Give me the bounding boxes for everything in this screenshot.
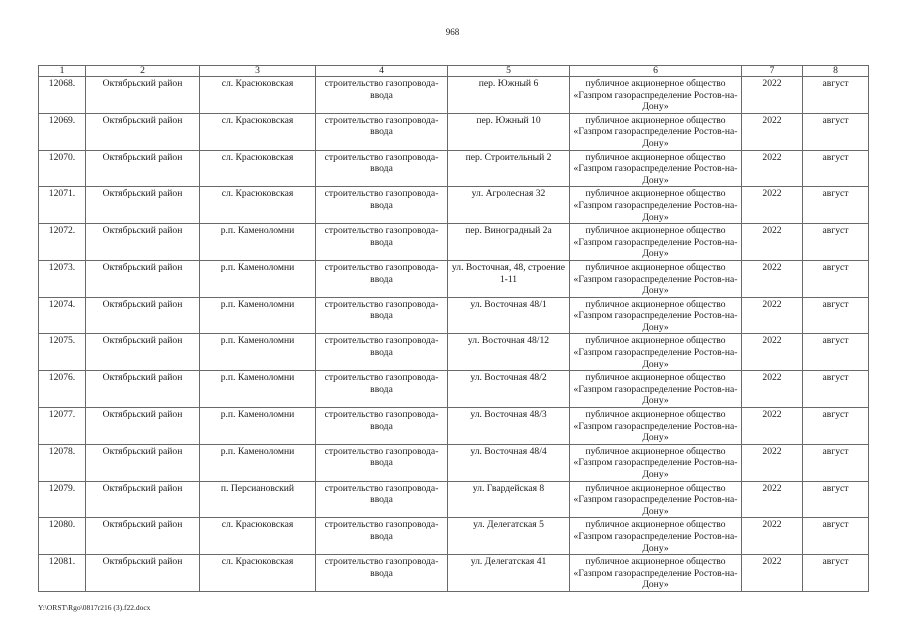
table-row xyxy=(39,224,869,261)
district-cell: Октябрьский район xyxy=(86,224,200,261)
year-cell: 2022 xyxy=(742,408,803,445)
district-cell: Октябрьский район xyxy=(86,334,200,371)
header-cell: 3 xyxy=(200,66,316,77)
locality-cell: р.п. Каменоломни xyxy=(200,224,316,261)
footer-file-path: Y:\ORST\Rgo\0817r216 (3).f22.docx xyxy=(38,603,151,612)
work-type-cell: строительство газопровода-ввода xyxy=(316,150,448,187)
owner-cell: публичное акционерное общество «Газпром газораспределение Ростов-на-Дону» xyxy=(570,224,742,261)
year-cell: 2022 xyxy=(742,150,803,187)
address-cell: ул. Делегатская 41 xyxy=(448,555,570,592)
registry-table xyxy=(38,65,869,592)
month-cell: август xyxy=(803,518,869,555)
address-cell: ул. Восточная 48/12 xyxy=(448,334,570,371)
address-cell: ул. Восточная 48/4 xyxy=(448,444,570,481)
owner-cell: публичное акционерное общество «Газпром газораспределение Ростов-на-Дону» xyxy=(570,113,742,150)
table-row xyxy=(39,408,869,445)
district-cell: Октябрьский район xyxy=(86,113,200,150)
table-row xyxy=(39,555,869,592)
address-cell: ул. Делегатская 5 xyxy=(448,518,570,555)
header-cell: 1 xyxy=(39,66,86,77)
owner-cell: публичное акционерное общество «Газпром газораспределение Ростов-на-Дону» xyxy=(570,481,742,518)
row-number-cell: 12071. xyxy=(39,187,86,224)
row-number-cell: 12072. xyxy=(39,224,86,261)
row-number-cell: 12069. xyxy=(39,113,86,150)
locality-cell: п. Персиановский xyxy=(200,481,316,518)
month-cell: август xyxy=(803,187,869,224)
locality-cell: сл. Красюковская xyxy=(200,518,316,555)
table-row xyxy=(39,150,869,187)
owner-cell: публичное акционерное общество «Газпром газораспределение Ростов-на-Дону» xyxy=(570,187,742,224)
row-number-cell: 12076. xyxy=(39,371,86,408)
year-cell: 2022 xyxy=(742,518,803,555)
month-cell: август xyxy=(803,481,869,518)
year-cell: 2022 xyxy=(742,224,803,261)
table-row xyxy=(39,260,869,297)
table-row xyxy=(39,518,869,555)
table-row xyxy=(39,187,869,224)
header-cell: 6 xyxy=(570,66,742,77)
month-cell: август xyxy=(803,555,869,592)
locality-cell: сл. Красюковская xyxy=(200,187,316,224)
table-row xyxy=(39,371,869,408)
locality-cell: р.п. Каменоломни xyxy=(200,408,316,445)
address-cell: ул. Восточная 48/3 xyxy=(448,408,570,445)
district-cell: Октябрьский район xyxy=(86,518,200,555)
locality-cell: сл. Красюковская xyxy=(200,555,316,592)
table-row xyxy=(39,444,869,481)
address-cell: ул. Восточная 48/1 xyxy=(448,297,570,334)
work-type-cell: строительство газопровода-ввода xyxy=(316,297,448,334)
locality-cell: сл. Красюковская xyxy=(200,113,316,150)
year-cell: 2022 xyxy=(742,77,803,114)
month-cell: август xyxy=(803,113,869,150)
month-cell: август xyxy=(803,408,869,445)
table-row xyxy=(39,77,869,114)
work-type-cell: строительство газопровода-ввода xyxy=(316,260,448,297)
month-cell: август xyxy=(803,297,869,334)
table-row xyxy=(39,297,869,334)
address-cell: пер. Южный 6 xyxy=(448,77,570,114)
table-row xyxy=(39,481,869,518)
owner-cell: публичное акционерное общество «Газпром газораспределение Ростов-на-Дону» xyxy=(570,334,742,371)
year-cell: 2022 xyxy=(742,444,803,481)
locality-cell: р.п. Каменоломни xyxy=(200,334,316,371)
year-cell: 2022 xyxy=(742,113,803,150)
work-type-cell: строительство газопровода-ввода xyxy=(316,555,448,592)
header-cell: 8 xyxy=(803,66,869,77)
district-cell: Октябрьский район xyxy=(86,371,200,408)
table-row xyxy=(39,334,869,371)
work-type-cell: строительство газопровода-ввода xyxy=(316,408,448,445)
month-cell: август xyxy=(803,77,869,114)
district-cell: Октябрьский район xyxy=(86,444,200,481)
column-number-header xyxy=(39,66,869,77)
row-number-cell: 12077. xyxy=(39,408,86,445)
address-cell: ул. Восточная 48/2 xyxy=(448,371,570,408)
district-cell: Октябрьский район xyxy=(86,297,200,334)
address-cell: ул. Восточная, 48, строение 1-11 xyxy=(448,260,570,297)
row-number-cell: 12068. xyxy=(39,77,86,114)
owner-cell: публичное акционерное общество «Газпром газораспределение Ростов-на-Дону» xyxy=(570,555,742,592)
district-cell: Октябрьский район xyxy=(86,555,200,592)
year-cell: 2022 xyxy=(742,334,803,371)
row-number-cell: 12080. xyxy=(39,518,86,555)
address-cell: пер. Строительный 2 xyxy=(448,150,570,187)
year-cell: 2022 xyxy=(742,260,803,297)
owner-cell: публичное акционерное общество «Газпром газораспределение Ростов-на-Дону» xyxy=(570,297,742,334)
district-cell: Октябрьский район xyxy=(86,150,200,187)
row-number-cell: 12073. xyxy=(39,260,86,297)
locality-cell: сл. Красюковская xyxy=(200,77,316,114)
year-cell: 2022 xyxy=(742,555,803,592)
district-cell: Октябрьский район xyxy=(86,408,200,445)
district-cell: Октябрьский район xyxy=(86,187,200,224)
month-cell: август xyxy=(803,444,869,481)
month-cell: август xyxy=(803,224,869,261)
year-cell: 2022 xyxy=(742,371,803,408)
table-row xyxy=(39,113,869,150)
owner-cell: публичное акционерное общество «Газпром газораспределение Ростов-на-Дону» xyxy=(570,408,742,445)
work-type-cell: строительство газопровода-ввода xyxy=(316,334,448,371)
header-cell: 7 xyxy=(742,66,803,77)
district-cell: Октябрьский район xyxy=(86,481,200,518)
district-cell: Октябрьский район xyxy=(86,260,200,297)
address-cell: ул. Агролесная 32 xyxy=(448,187,570,224)
month-cell: август xyxy=(803,334,869,371)
district-cell: Октябрьский район xyxy=(86,77,200,114)
owner-cell: публичное акционерное общество «Газпром газораспределение Ростов-на-Дону» xyxy=(570,518,742,555)
address-cell: пер. Южный 10 xyxy=(448,113,570,150)
row-number-cell: 12078. xyxy=(39,444,86,481)
header-cell: 4 xyxy=(316,66,448,77)
work-type-cell: строительство газопровода-ввода xyxy=(316,113,448,150)
row-number-cell: 12081. xyxy=(39,555,86,592)
address-cell: пер. Виноградный 2а xyxy=(448,224,570,261)
table-body xyxy=(39,77,869,592)
address-cell: ул. Гвардейская 8 xyxy=(448,481,570,518)
work-type-cell: строительство газопровода-ввода xyxy=(316,371,448,408)
locality-cell: сл. Красюковская xyxy=(200,150,316,187)
year-cell: 2022 xyxy=(742,481,803,518)
month-cell: август xyxy=(803,150,869,187)
locality-cell: р.п. Каменоломни xyxy=(200,260,316,297)
owner-cell: публичное акционерное общество «Газпром газораспределение Ростов-на-Дону» xyxy=(570,260,742,297)
page-number: 968 xyxy=(445,27,460,37)
locality-cell: р.п. Каменоломни xyxy=(200,444,316,481)
header-cell: 5 xyxy=(448,66,570,77)
locality-cell: р.п. Каменоломни xyxy=(200,297,316,334)
locality-cell: р.п. Каменоломни xyxy=(200,371,316,408)
work-type-cell: строительство газопровода-ввода xyxy=(316,481,448,518)
owner-cell: публичное акционерное общество «Газпром газораспределение Ростов-на-Дону» xyxy=(570,371,742,408)
row-number-cell: 12079. xyxy=(39,481,86,518)
work-type-cell: строительство газопровода-ввода xyxy=(316,224,448,261)
work-type-cell: строительство газопровода-ввода xyxy=(316,77,448,114)
header-cell: 2 xyxy=(86,66,200,77)
year-cell: 2022 xyxy=(742,187,803,224)
owner-cell: публичное акционерное общество «Газпром газораспределение Ростов-на-Дону» xyxy=(570,150,742,187)
row-number-cell: 12070. xyxy=(39,150,86,187)
month-cell: август xyxy=(803,371,869,408)
month-cell: август xyxy=(803,260,869,297)
year-cell: 2022 xyxy=(742,297,803,334)
owner-cell: публичное акционерное общество «Газпром газораспределение Ростов-на-Дону» xyxy=(570,77,742,114)
owner-cell: публичное акционерное общество «Газпром газораспределение Ростов-на-Дону» xyxy=(570,444,742,481)
work-type-cell: строительство газопровода-ввода xyxy=(316,518,448,555)
work-type-cell: строительство газопровода-ввода xyxy=(316,187,448,224)
work-type-cell: строительство газопровода-ввода xyxy=(316,444,448,481)
row-number-cell: 12075. xyxy=(39,334,86,371)
row-number-cell: 12074. xyxy=(39,297,86,334)
